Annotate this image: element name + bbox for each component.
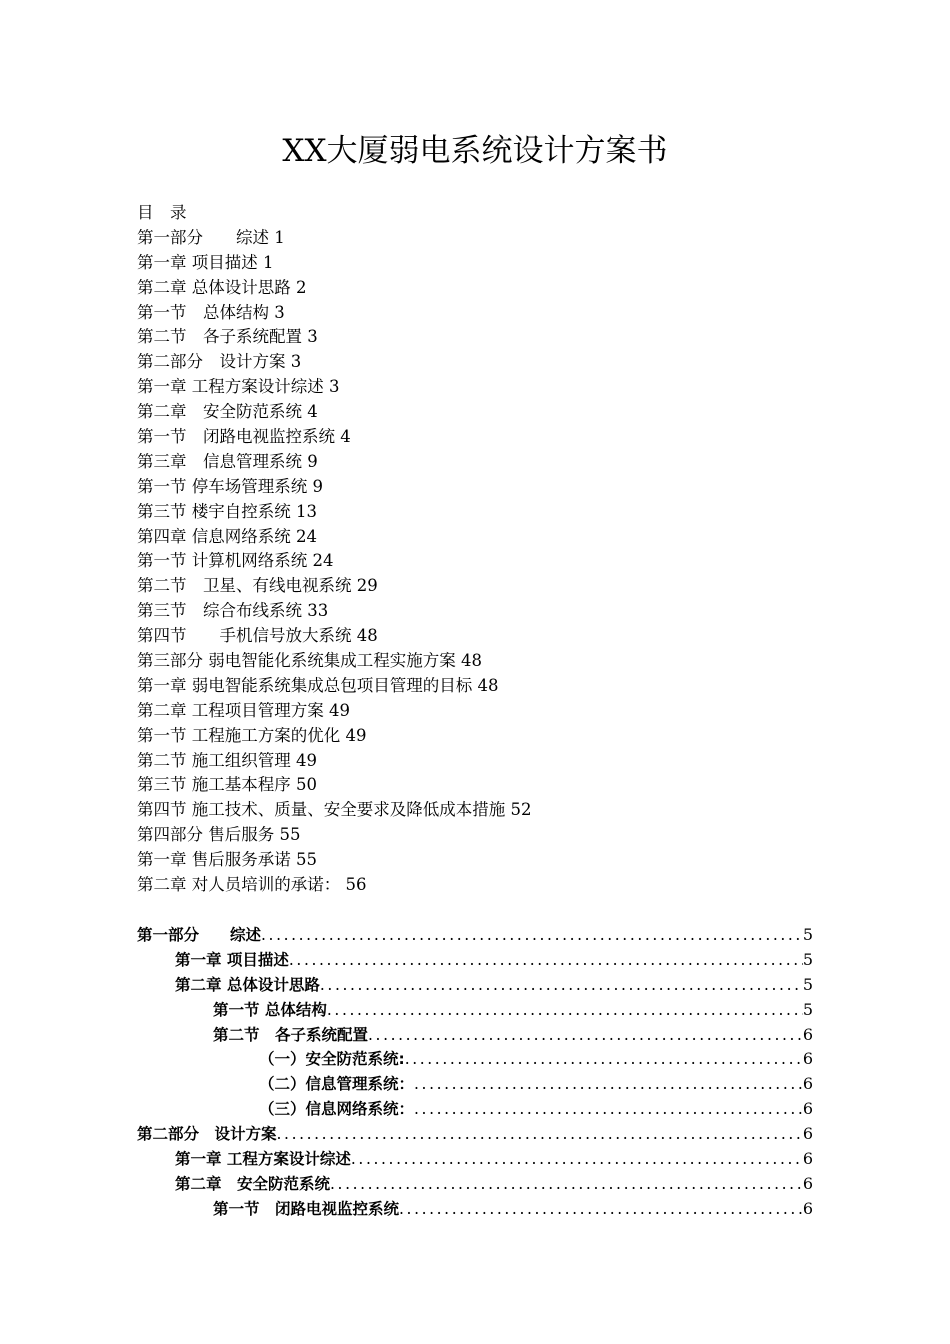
plain-toc-line: 第一章 项目描述 1 <box>137 252 274 272</box>
document-title: XX大厦弱电系统设计方案书 <box>282 132 668 169</box>
plain-toc-line: 第三节 楼宇自控系统 13 <box>137 501 317 521</box>
plain-toc-heading: 目 录 <box>137 203 187 222</box>
toc-entry-label: 第一节 闭路电视监控系统 <box>213 1199 400 1218</box>
plain-toc-line: 第二章 总体设计思路 2 <box>137 277 307 297</box>
toc-entry-page: 5 <box>802 999 813 1019</box>
toc-entry[interactable] <box>137 973 813 998</box>
toc-entry-page: 5 <box>802 949 813 969</box>
plain-table-of-contents <box>137 201 837 898</box>
toc-dot-leader <box>414 1072 803 1097</box>
plain-toc-line: 第四章 信息网络系统 24 <box>137 526 317 546</box>
plain-toc-line: 第二章 安全防范系统 4 <box>137 402 318 422</box>
toc-entry-page: 6 <box>802 1198 813 1218</box>
toc-entry-label: 第二章 安全防范系统 <box>175 1174 331 1193</box>
toc-entry-page: 6 <box>802 1124 813 1144</box>
toc-dot-leader <box>330 1172 803 1197</box>
plain-toc-line: 第一章 工程方案设计综述 3 <box>137 377 340 397</box>
plain-toc-line: 第三章 信息管理系统 9 <box>137 451 318 471</box>
plain-toc-line: 第一章 售后服务承诺 55 <box>137 850 317 870</box>
toc-entry[interactable] <box>137 1147 813 1172</box>
plain-toc-line: 第一节 停车场管理系统 9 <box>137 476 323 496</box>
plain-toc-line: 第一章 弱电智能系统集成总包项目管理的目标 48 <box>137 675 499 695</box>
plain-toc-line: 第二部分 设计方案 3 <box>137 352 302 372</box>
toc-entry-label: （一）安全防范系统: <box>259 1050 405 1069</box>
toc-entry-label: （二）信息管理系统： <box>259 1075 415 1094</box>
plain-toc-line: 第一节 计算机网络系统 24 <box>137 551 334 571</box>
plain-toc-line: 第二章 对人员培训的承诺： 56 <box>137 875 367 895</box>
dotted-table-of-contents <box>137 923 813 1222</box>
toc-dot-leader <box>414 1097 803 1122</box>
plain-toc-line: 第二章 工程项目管理方案 49 <box>137 700 350 720</box>
plain-toc-line: 第三节 施工基本程序 50 <box>137 775 317 795</box>
plain-toc-line: 第一节 总体结构 3 <box>137 302 285 322</box>
plain-toc-line: 第一部分 综述 1 <box>137 227 285 247</box>
toc-entry-label: 第二节 各子系统配置 <box>213 1025 369 1044</box>
toc-dot-leader <box>368 1023 803 1048</box>
toc-dot-leader <box>405 1047 803 1072</box>
toc-dot-leader <box>399 1197 803 1222</box>
toc-entry-label: 第一章 工程方案设计综述 <box>175 1150 351 1169</box>
toc-entry-label: （三）信息网络系统： <box>259 1100 415 1119</box>
plain-toc-line: 第二节 卫星、有线电视系统 29 <box>137 576 378 596</box>
toc-entry[interactable] <box>137 948 813 973</box>
plain-toc-line: 第二节 施工组织管理 49 <box>137 750 317 770</box>
toc-entry-page: 6 <box>802 1173 813 1193</box>
toc-entry[interactable] <box>137 1097 813 1122</box>
toc-entry-page: 5 <box>802 974 813 994</box>
plain-toc-line: 第四部分 售后服务 55 <box>137 825 301 845</box>
plain-toc-line: 第一节 工程施工方案的优化 49 <box>137 725 367 745</box>
toc-entry[interactable] <box>137 998 813 1023</box>
toc-entry[interactable] <box>137 1072 813 1097</box>
plain-toc-line: 第四节 手机信号放大系统 48 <box>137 626 378 646</box>
toc-entry[interactable] <box>137 1197 813 1222</box>
toc-entry-label: 第二部分 设计方案 <box>137 1125 277 1144</box>
toc-entry[interactable] <box>137 1047 813 1072</box>
toc-entry-label: 第一部分 综述 <box>137 926 262 944</box>
plain-toc-line: 第三部分 弱电智能化系统集成工程实施方案 48 <box>137 651 482 671</box>
toc-entry-page: 6 <box>802 1024 813 1044</box>
toc-entry-label: 第二章 总体设计思路 <box>175 975 320 994</box>
toc-entry[interactable] <box>137 1172 813 1197</box>
toc-entry-page: 6 <box>802 1074 813 1094</box>
toc-entry[interactable] <box>137 1122 813 1147</box>
toc-dot-leader <box>351 1147 803 1172</box>
plain-toc-line: 第二节 各子系统配置 3 <box>137 327 318 347</box>
plain-toc-line: 第三节 综合布线系统 33 <box>137 601 329 621</box>
toc-dot-leader <box>320 973 803 998</box>
toc-dot-leader <box>327 998 803 1023</box>
toc-entry-page: 6 <box>802 1149 813 1169</box>
toc-dot-leader <box>261 923 803 948</box>
toc-entry[interactable] <box>137 1023 813 1048</box>
toc-entry-page: 6 <box>802 1099 813 1119</box>
toc-dot-leader <box>277 1122 803 1147</box>
plain-toc-line: 第一节 闭路电视监控系统 4 <box>137 427 351 447</box>
toc-entry-label: 第一节 总体结构 <box>213 1000 327 1019</box>
toc-dot-leader <box>289 948 803 973</box>
toc-entry[interactable] <box>137 923 813 948</box>
toc-entry-label: 第一章 项目描述 <box>175 950 289 969</box>
toc-entry-page: 6 <box>802 1049 813 1069</box>
plain-toc-line: 第四节 施工技术、质量、安全要求及降低成本措施 52 <box>137 800 532 820</box>
toc-entry-page: 5 <box>802 925 813 944</box>
